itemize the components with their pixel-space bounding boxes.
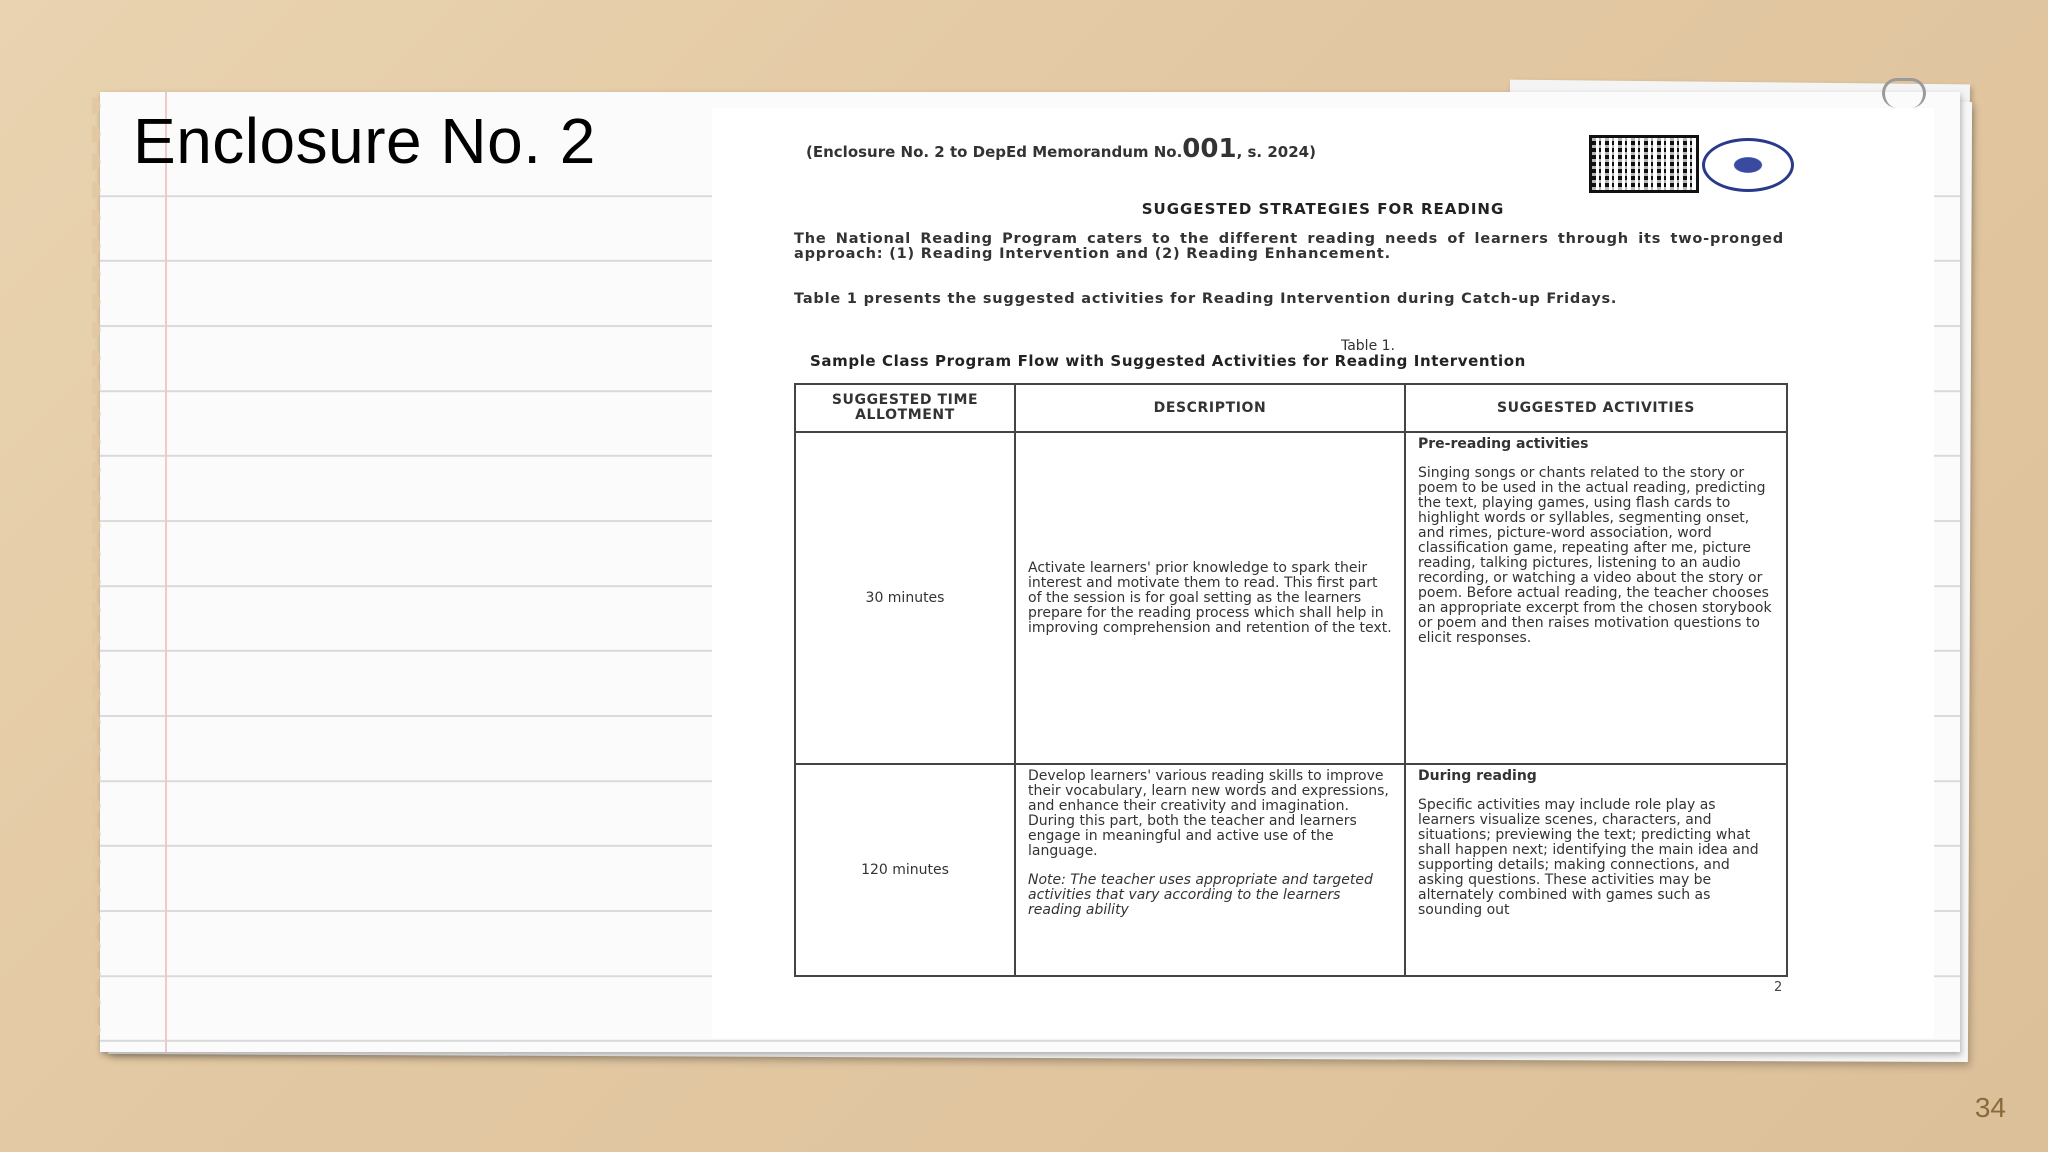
table-row: [795, 764, 1787, 976]
activity-heading: Pre-reading activities: [1418, 436, 1589, 452]
qr-code-icon: [1592, 138, 1696, 190]
memo-number: 001: [1182, 134, 1237, 164]
header-description: DESCRIPTION: [1015, 384, 1405, 432]
margin-line: [165, 92, 167, 1052]
activity-text: Singing songs or chants related to the story or poem to be used in the actual reading, predicting the text, playing games, using flash cards to highlight words or syllables, segmenting onset, and rimes, picture-word association, word classification game, repeating after me, picture reading, talking pictures, listening to an audio recording, or watching a video about the story or poem. Before actual reading, the teacher chooses an appropriate excerpt from the chosen storybook or poem and then raises motivation questions to elicit responses.: [1418, 465, 1772, 646]
activity-heading: During reading: [1418, 768, 1537, 784]
description-note: Note: The teacher uses appropriate and targeted activities that vary according to the learners reading ability: [1028, 872, 1373, 918]
activities-table: [794, 383, 1788, 977]
header-suffix: , s. 2024): [1236, 143, 1316, 161]
document-page-number: 2: [1774, 980, 1783, 995]
time-cell: 120 minutes: [795, 764, 1015, 976]
activity-text: Specific activities may include role play as learners visualize scenes, characters, and situations; previewing the text; predicting what shall happen next; identifying the main idea and supporting details; making connections, and asking questions. These activities may be alternately combined with games such as sounding out: [1418, 797, 1759, 918]
document-header: [806, 134, 1316, 164]
table-row: [795, 432, 1787, 764]
slide-title: Enclosure No. 2: [133, 105, 596, 177]
description-text: Develop learners' various reading skills to improve their vocabulary, learn new words and expressions, and enhance their creativity and imagination. During this part, both the teacher and learners engage in meaningful and active use of the language.: [1028, 768, 1389, 859]
document-heading: SUGGESTED STRATEGIES FOR READING: [1141, 200, 1505, 218]
paper-clip-icon: [1882, 78, 1926, 108]
activities-cell: [1405, 432, 1787, 764]
scanned-document: [712, 108, 1934, 1038]
table-header-row: [795, 384, 1787, 432]
header-prefix: (Enclosure No. 2 to DepEd Memorandum No.: [806, 143, 1183, 161]
header-activities: SUGGESTED ACTIVITIES: [1405, 384, 1787, 432]
time-cell: 30 minutes: [795, 432, 1015, 764]
deped-seal-icon: [1702, 138, 1794, 192]
table-title: Sample Class Program Flow with Suggested Activities for Reading Intervention: [810, 352, 1526, 370]
table-caption: Table 1.: [1340, 338, 1395, 354]
paragraph-2: Table 1 presents the suggested activities for Reading Intervention during Catch-up Fridays.: [794, 291, 1618, 307]
description-cell: Activate learners' prior knowledge to spark their interest and motivate them to read. This first part of the session is for goal setting as the learners prepare for the reading process which shall help in improving comprehension and retention of the text.: [1015, 432, 1405, 764]
torn-edge: [92, 92, 118, 1052]
activities-cell: [1405, 764, 1787, 976]
slide-number: 34: [1974, 1092, 2006, 1123]
header-time: SUGGESTED TIME ALLOTMENT: [795, 384, 1015, 432]
description-cell: [1015, 764, 1405, 976]
paragraph-1: The National Reading Program caters to the different reading needs of learners through its two-pronged approach: (1) Reading Intervention and (2) Reading Enhancement.: [794, 231, 1784, 262]
